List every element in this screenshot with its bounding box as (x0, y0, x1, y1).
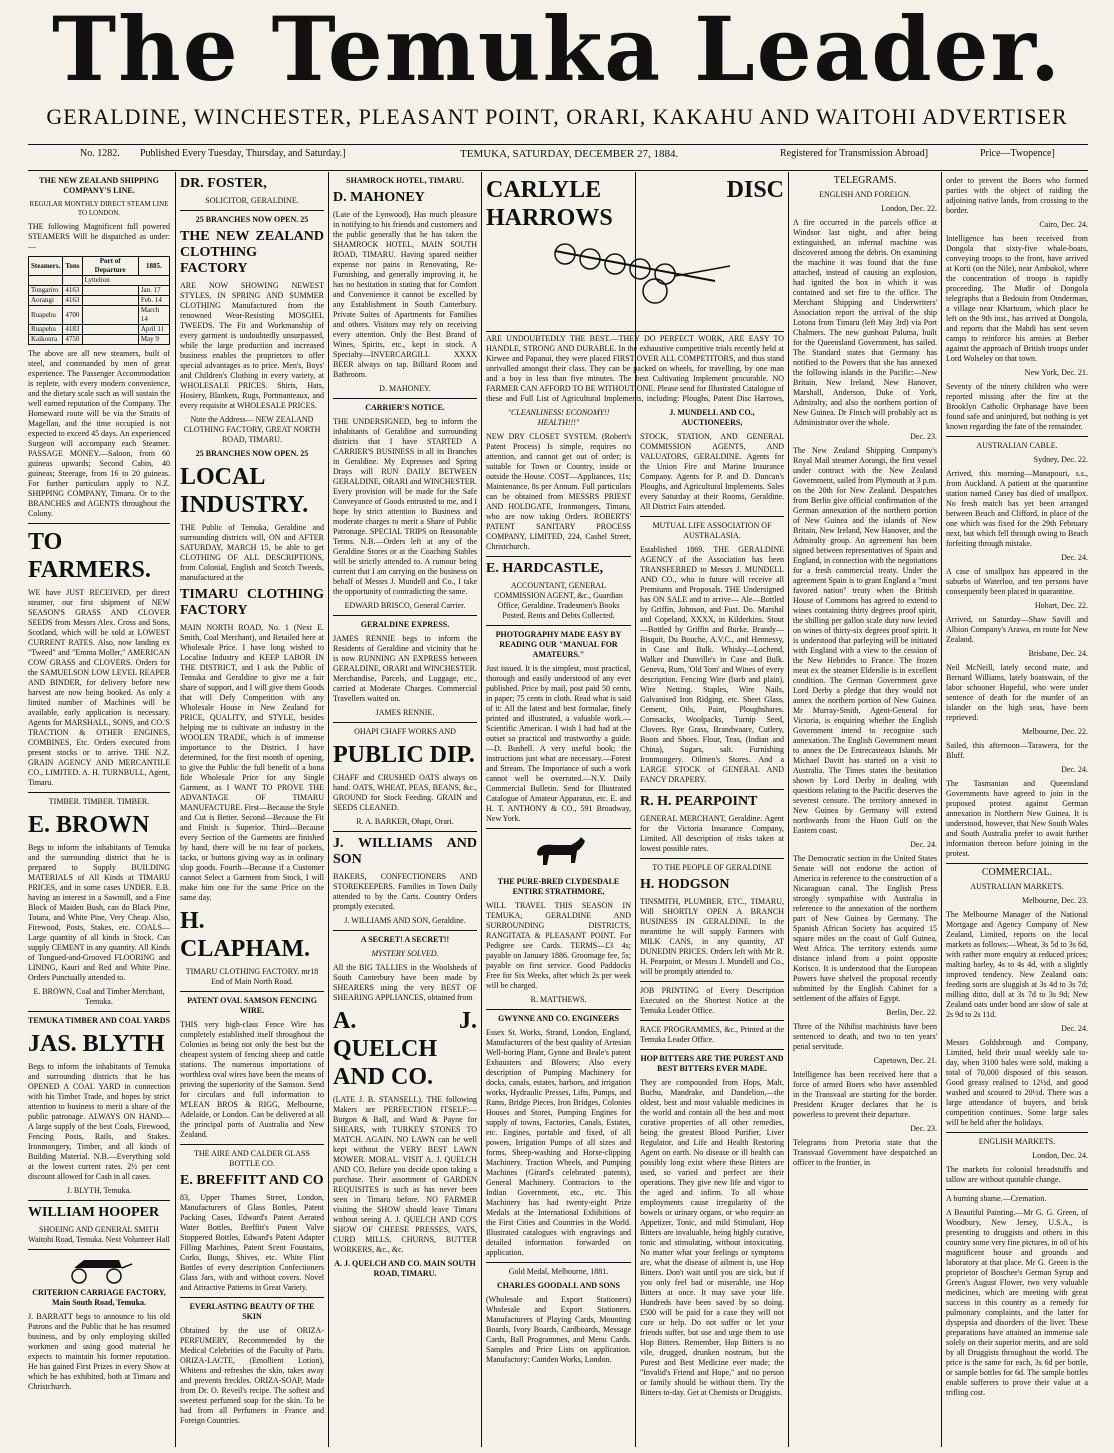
melbourne-markets-body-2: Messrs Goldsbrough and Company, Limited, held their usual weekly sale to-day, when 3100 bales were sold, making a total of 70,000 disposed of this season. Good greasy realised to 12½d, and good washed and scoured to 20½d. There was a large attendance of buyers, and brisk competition continues. Some large sales will be held after the holidays. (946, 1038, 1088, 1127)
hobart-dateline: Hobart, Dec. 22. (1034, 601, 1088, 610)
sydney-dateline: Sydney, Dec. 22. (1033, 455, 1088, 464)
ship-date: April 11 (138, 325, 169, 335)
divider (486, 1009, 631, 1010)
place-date: TEMUKA, SATURDAY, DECEMBER 27, 1884. (460, 148, 679, 160)
hardcastle-body: ACCOUNTANT, GENERAL COMMISSION AGENT, &c., Guardian Office, Geraldine. Tradesmen's Books Posted. Rents and Debts Collected. (494, 581, 623, 620)
divider (640, 516, 784, 517)
clydesdale-heading: THE PURE-BRED CLYDESDALE ENTIRE STRATHMORE, (497, 877, 620, 896)
carriage-illustration-icon (64, 1254, 134, 1284)
beautiful-painting-body: A Beautiful Painting.—Mr G. G. Green, of Woodbury, New Jersey, U.S.A., is presenting to druggists and others in this country some very fine pictures, in oil of his magnificent house and grounds and laboratory at that place. Mr G. Green is the proprietor of Boschee's German Syrup and Green's August Flower, two very valuable medicines, which are meeting with great success in this country as a remedy for pulmonary complaints, and the latter for dyspepsia and disorders of the liver. These preparations have attained an immense sale solely on their superior merits, and are sold by all Druggists throughout the world. The price is the same for each, 3s 6d per bottle, or sample bottles for 6d. The sample bottles enable sufferers to prove their value at a trifling cost. (946, 1208, 1088, 1397)
issue-number: No. 1282. (80, 148, 120, 159)
quelch-heading: A. J. QUELCH AND CO. (333, 1008, 477, 1090)
divider (946, 1132, 1088, 1133)
table-row (29, 286, 170, 296)
divider (640, 858, 784, 859)
table-cell (82, 286, 138, 296)
ship-name: Aorangi (29, 296, 63, 306)
publish-schedule: Published Every Tuesday, Thursday, and Saturday.] (140, 148, 346, 159)
australian-markets-heading: AUSTRALIAN MARKETS. (970, 882, 1064, 891)
divider (180, 1297, 324, 1298)
ship-tons: 4183 (63, 325, 82, 335)
brown-heading: E. BROWN (28, 812, 150, 838)
dateline: Dec. 24. (1061, 553, 1088, 562)
express-heading: GERALDINE EXPRESS. (360, 620, 450, 629)
carrier-body: THE UNDERSIGNED, beg to inform the inhabitants of Geraldine and surrounding districts that I have STARTED A CARRIER'S BUSINESS in all its Branches in Geraldine. My Expresses and Spring Drays will RUN DAILY BETWEEN GERALDINE, ORARI and WINCHESTER. Every provision will be made for the Safe Conveyance of Goods entrusted to me, and I hope by strict attention to Business and moderate charges to merit a Share of Public Patronage. SPECIAL TRIPS on Reasonable Terms. N.B.—Orders left at any of the Geraldine Stores or at the Coaching Stables will be strictly attended to. A rumour being current that I am carrying on the business on behalf of Messrs J. Mundell and Co., I take the opportunity of contradicting the same. (333, 417, 477, 596)
samson-heading: PATENT OVAL SAMSON FENCING WIRE. (187, 996, 317, 1015)
brisbane-dateline: Brisbane, Dec. 24. (1028, 649, 1088, 658)
clydesdale-body: WILL TRAVEL THIS SEASON IN TEMUKA, GERALDINE AND SURROUNDING DISTRICTS, RANGITATA & PLEASANT POINT. For Pedigree see Cards. TERMS—£3 4s; payable on January 1886. Groomage fee, 5s; payable on first service. Good Paddocks Free for Six Weeks, after which 2s per week will be charged. (486, 901, 631, 990)
new-york-dateline: New York, Dec. 21. (1024, 368, 1088, 377)
column-divider (175, 172, 176, 1447)
carriage-body: J. BARRATT begs to announce to his old Patrons and the Public that he has resumed business, and by only employing skilled workmen and using good material he expects to maintain his former reputation. He has gained First Prizes in every Show at which he has exhibited, both at Timaru and Christchurch. (28, 1312, 170, 1391)
table-row (29, 325, 170, 335)
dateline: Dec. 24. (1061, 1024, 1088, 1033)
disc-harrow-illustration-icon (535, 236, 735, 306)
horse-illustration-icon (529, 833, 589, 873)
melbourne-body: Sailed, this afternoon—Tarawera, for the Bluff. (946, 741, 1088, 760)
brefitt-body: 83, Upper Thames Street, London, Manufacturers of Glass Bottles, Patent Packing Cases, Edward's Patent Aerated Water Bottles, Breffitt's Patent Valve Stoppered Bottles, Edward's Patent Adapter Filling Machines, Patent Scent Fountains, Corks, Bungs, Shives, etc. White Flint Bottles of every description Confectioners Glass Jars, with and without covers. Novel and Attractive Patterns in Great Variety. (180, 1193, 324, 1292)
table-row (29, 306, 170, 325)
photography-body: Just issued. It is the simplest, most practical, thorough and easily understood of any ever published. Price by mail, post paid 50 cents, in paper; 75 cents in cloth. Read what is said of it: All the latest and best formulae, finely printed and illustrated, a valuable work.—Scientific American. I wish I had had at the outset so practical and trustworthy a guide.—D. Bushell. A very useful book; the instructions just what are necessary.—Forest and Stream. The Importance of such a work cannot well be overrated.—N.Y. Daily Commercial Bulletin. Send for Illustrated Catalogue of Amateur Apparatus, etc. E. and H. T. ANTHONY & CO., 591 Broadway, New York. (486, 664, 631, 823)
ship-date: Feb. 14 (138, 296, 169, 306)
branches-open-2: 25 BRANCHES NOW OPEN. 25 (195, 449, 309, 458)
divider (640, 981, 784, 982)
sydney-body-2: A case of smallpox has appeared in the suburbs of Waterloo, and ten persons have consequently been placed in quarantine. (946, 567, 1088, 596)
goodall-heading: CHARLES GOODALL AND SONS (497, 1281, 620, 1290)
blyth-signature: J. BLYTH, Temuka. (66, 1186, 132, 1195)
carriage-heading: CRITERION CARRIAGE FACTORY, Main South Road, Temuka. (32, 1288, 166, 1307)
table-row (29, 335, 170, 345)
divider (640, 789, 784, 790)
medal-heading: Gold Medal, Melbourne, 1881. (508, 1267, 609, 1276)
hodgson-heading: H. HODGSON (640, 877, 730, 892)
people-heading: TO THE PEOPLE OF GERALDINE (652, 863, 772, 872)
continued-text: order to prevent the Boers who formed parties with the object of raiding the adjoining native lands, from crossing to the border. (946, 176, 1088, 215)
divider (28, 792, 170, 793)
table-header: Tons (63, 257, 82, 276)
shipping-body: The above are all new steamers, built of steel, and commanded by men of great experience. The Passenger Accommodation is replete, with every modern convenience, and the dietary scale such as will sustain the well earned reputation of the Company. The Homeward route will be via the Straits of Magellan, and the time occupied is not expected to exceed 45 days. An experienced Surgeon will accompany each Steamer. PASSAGE MONEY.—Saloon, from 60 guineas upwards; Second Cabin, 40 guineas; Steerage, from 16 to 20 guineas. For further particulars apply to N.Z. SHIPPING COMPANY, Timaru. Or to the BRANCHES and AGENTS throughout the Colony. (28, 349, 170, 518)
williams-signature: J. WILLIAMS AND SON, Geraldine. (344, 916, 466, 925)
foreign-heading: ENGLISH AND FOREIGN. (819, 190, 911, 199)
english-markets-heading: ENGLISH MARKETS. (978, 1137, 1056, 1146)
secret-body: All the BIG TALLIES in the Woolsheds of South Canterbury have been made by SHEARERS using the very BEST OF SHEARING APPLIANCES, obtained from (333, 963, 477, 1002)
divider (640, 1049, 784, 1050)
cairo-body: Intelligence has been received from Dongola that sixty-five whale-boats, conveying troops to the front, have arrived at Korti (on the Nile), near Ambukol, where the concentration of troops is rapidly proceeding. The Mudir of Dongola telegraphs that a Bedouin from Omderman, a village near Khartoum, which place he left on the 9th inst., has arrived at Dongola, and reports that the Mahdi has sent seven camps to reinforce his armies at Berber against the approach of British troops under Lord Wolseley on that town. (946, 234, 1088, 363)
divider (28, 1249, 170, 1250)
issue-dateline (80, 148, 1055, 168)
newspaper-subtitle: GERALDINE, WINCHESTER, PLEASANT POINT, ORARI, KAKAHU AND WAITOHI ADVERTISER (46, 104, 1068, 129)
gwynne-heading: GWYNNE AND CO. ENGINEERS (498, 1014, 619, 1023)
public-dip-body: CHAFF and CRUSHED OATS always on hand. OATS, WHEAT, PEAS, BEANS, &c., GROUND for Stock Feeding. GRAIN and SEEDS CLEANED. (333, 773, 477, 812)
table-cell (63, 276, 82, 286)
brown-body: Begs to inform the inhabitants of Temuka and the surrounding district that he is prepared to Supply BUILDING MATERIALS of All Kinds at TIMARU PRICES, and in some cases UNDER. E.B. having an interest in a Sawmill, and a Fine Block of Maiden Bush, can do Black Pine, Totara, and White Pine, Very Cheap. Also, Firewood, Posts, Stakes, etc. COALS—Large quantity of all kinds in Stock. Can supply CEMENT in any quantity. All Kinds of Tongued-and-Grooved FLOORING and LINING, Kauri and Red and White Pine. Orders Punctually attended to. (28, 843, 170, 982)
secret-subheading: MYSTERY SOLVED. (371, 949, 439, 958)
hodgson-body: TINSMITH, PLUMBER, ETC., TIMARU, Will SHORTLY OPEN A BRANCH BUSINESS IN GERALDINE. In the meantime he will supply Farmers with MILK CANS, in any quantity, AT DUNEDIN PRICES. Orders left with Mr R. H. Pearpoint, or Messrs J. Mundell and Co., will be promptly attended to. (640, 897, 784, 976)
divider (486, 1262, 631, 1263)
divider (946, 436, 1088, 437)
new-york-body: Seventy of the ninety children who were reported missing after the fire at the Brooklyn Catholic Orphanage have been found safe and uninjured, but nothing is yet known regarding the fate of the remainder. (946, 382, 1088, 431)
table-cell (82, 335, 138, 345)
london-markets-dateline: London, Dec. 24. (1032, 1151, 1088, 1160)
ship-name: Ruapehu (29, 325, 63, 335)
column-6 (793, 176, 937, 1446)
london-dateline: London, Dec. 22. (881, 204, 937, 213)
ship-name: Kaikoura (29, 335, 63, 345)
photography-heading: PHOTOGRAPHY MADE EASY BY READING OUR "MANUAL FOR AMATEURS." (495, 630, 622, 659)
gwynne-body: Essex St. Works, Strand, London, England, Manufacturers of the best quality of Artesian Well-boring Plant, Gynne and Beale's patent Exhausters and Blowers; Also every description of Pumping Machinery for docks, canals, estates, harbors, and irrigation works, Hydraulic Presses, Lifts, Pumps, and Rams, Bridge Pieces, Iron Bridges, Colonies Houses and Stores, Pumping Engines for supply of towns, Factories, Canals, Estates, etc. Engines, portable and fixed, of all powers, Irrigation Pumps of all sizes and forms, Sheep-washing and Horse-clipping Machinery. Traction Wheels, and Pumping Machines (Girard's celebrated patents), General Machinery. Contractors to the Indian Government, etc., etc. This Machinery has had twenty-eight Prize Medals at the International Exhibitions of the First Cities and Countries in the World. Illustrated catalogues with engravings and detailed information forwarded on application. (486, 1028, 631, 1257)
hop-bitters-body: They are compounded from Hops, Malt, Buchu, Mandrake, and Dandelion,—the oldest, best and most valuable medicines in the world and contain all the best and most curative properties of all other remedies, being the greatest Blood Purifier, Liver Regulator, and Life and Health Restoring Agent on earth. No disease or ill health can possibly long exist where these Bitters are used, so varied and perfect are their operations. They give new life and vigor to the aged and infirm. To all whose employments cause irregularity of the bowels or urinary organs, or who require an Appetizer, Tonic, and mild Stimulant, Hop Bitters are invaluable, being highly curative, tonic and stimulating, without intoxicating. No matter what your feelings or symptoms are, what the disease of ailment is, use Hop Bitters. Don't wait until you are sick, but if you only feel bad or miserable, use Hop Bitters at once. It may save your life. Hundreds have been saved by so doing. £500 will be paid for a case they will not cure or help. Do not suffer or let your friends suffer, but use and urge them to use Hop Bitters. Remember, Hop Bitters is no vile, drugged, drunken nostrum, but the Purest and Best Medicine ever made; the "Invalid's Friend and Hope," and no person or family should be without them. Try the Bitters to-day. Get at Chemists or Druggists. (640, 1078, 784, 1397)
divider (28, 1200, 170, 1201)
column-5 (640, 408, 784, 1446)
hardcastle-heading: E. HARDCASTLE, (486, 561, 604, 576)
skin-heading: EVERLASTING BEAUTY OF THE SKIN (189, 1302, 315, 1321)
column-1 (28, 176, 170, 1446)
express-body: JAMES RENNIE begs to inform the Residents of Geraldine and vicinity that he is now RUNNING AN EXPRESS between GERALDINE, ORARI and WINCHESTER. Merchandise, Parcels, and Luggage, etc., carried at Moderate Charges. Commercial Travellers waited on. (333, 634, 477, 703)
ship-date: March 14 (138, 306, 169, 325)
yards-heading: TEMUKA TIMBER AND COAL YARDS (28, 1016, 170, 1025)
williams-heading: J. WILLIAMS AND SON (333, 836, 477, 867)
berlin-dateline: Berlin, Dec. 22. (886, 1008, 937, 1017)
carlyle-rule (486, 331, 784, 332)
closet-heading: "CLEANLINESS! ECONOMY!! HEALTH!!!" (507, 408, 610, 427)
williams-body: BAKERS, CONFECTIONERS AND STOREKEEPERS. Families in Town Daily attended to by the Carts. Country Orders promptly executed. (333, 872, 477, 911)
melbourne-dateline: Melbourne, Dec. 22. (1022, 727, 1088, 736)
mundell-heading: J. MUNDELL AND CO., AUCTIONEERS, (669, 408, 755, 427)
london-markets-body: The markets for colonial breadstuffs and tallow are without quotable change. (946, 1165, 1088, 1184)
brown-signature: E. BROWN, Coal and Timber Merchant, Temuka. (33, 987, 165, 1006)
telegrams-body: A fire occurred in the parcels office at Windsor last night, and after being extinguished, an infernal machine was discovered among the debris. On examining the machine it was found that the fuse attached, instead of causing an explosion, had ignited the box in which it was contained and set fire to the office. The Merchant Shipping and Underwriters' Association report the arrival of the ship Lotona from Timaru (left May 3rd) via Port Chalmers. The new gunboat Paluma, built for the Queensland Government, has sailed. The Standard states that Germany has notified to the Powers that she has annexed the following islands in the Pacific:—New Britain, New Ireland, New Hanover, Marshall, Anderson, Duke of York, Admiralty, and also the northern portion of New Guinea. Dr Finsch will probably act as Administrator over the whole. (793, 218, 937, 427)
column-divider (328, 172, 329, 1447)
telegrams-body-3: The Democratic section in the United States Senate will not endorse the action of America in reference to the construction of a Nicaraguan canal. The English Press strongly sympathise with Australia in reference to the annexation of the northern part of New Guinea by Germany. The Spanish African Society has acquired 15 square miles on the coast of Gulf Guinea, West Africa. The territory extends some distance inland from a point opposite Korisco. It is understood that the European Powers have shelved the proposal recently submitted by the English Cabinet for a settlement of the affairs of Egypt. (793, 854, 937, 1003)
commercial-heading: COMMERCIAL. (981, 867, 1053, 878)
divider (333, 615, 477, 616)
quelch-signature: A. J. QUELCH AND CO. MAIN SOUTH ROAD, TIMARU. (334, 1259, 476, 1278)
hooper-body: SHOEING AND GENERAL SMITH Waitohi Road, Temuka. Next Volunteer Hall (28, 1225, 170, 1244)
divider (180, 991, 324, 992)
australian-cable-heading: AUSTRALIAN CABLE. (976, 441, 1058, 450)
sydney-body: Arrived, this morning—Manapouri, s.s., from Auckland. A patient at the quarantine station named Casey has died of smallpox. No fresh match has yet been arranged between Beach and Clifford, in place of the one which was fixed for the 29th February next, but which fell through owing to Beach forfeiting through mistake. (946, 469, 1088, 548)
carlyle-text (486, 334, 784, 404)
mahony-signature: D. MAHONEY. (379, 384, 431, 393)
column-2 (180, 176, 324, 1446)
nzcf-address: Note the Address— NEW ZEALAND CLOTHING FACTORY, GREAT NORTH ROAD, TIMARU. (183, 415, 321, 444)
burning-shame: A burning shame.—Cremation. (946, 1194, 1047, 1203)
timber-line: TIMBER. TIMBER. TIMBER. (48, 797, 150, 806)
hop-bitters-heading: HOP BITTERS ARE THE PUREST AND BEST BITTERS EVER MADE. (640, 1054, 784, 1073)
tcf-body: MAIN NORTH ROAD, No. 1 (Next E. Smith, Coal Merchant), and Retailed here at Wholesale Price. I have long wished to Localise Industry and KEEP LABOR IN THE DISTRICT, and I ask the Public of Temuka and Geraldine to give me a fair share of support, and I will give them Goods that will Defy Competition with any Wholesale House in New Zealand for PRICE, QUALITY, and STYLE, besides helping me to cultivate an industry in the WOOLEN TRADE, which is of immense importance to the District. I have determined, for the first month of opening, to give the Public the full benefit of a bona fide Wholesale Price for any Single Garment, as I WANT TO PROVE THE ADVANTAGE OF TIMARU MANUFACTURE. First—Because the Style and Cut is Better. Second—Because the Fit and Finish is Superior. Third—Because every Section of the Garments are finished by hand, there will be no fear of pockets, tacks, or buttons giving way as in ordinary slop goods. Fourth—Because if a Customer cannot Select a Garment from Stock, I will make him one for the same Price on the same day. (180, 623, 324, 902)
table-cell (82, 306, 138, 325)
quelch-body: (LATE J. B. STANSELL). THE following Makers are PERFECTION ITSELF:—Burgon & Ball, and Ward & Payne for SHEARS, with TURKEY STONES TO MATCH. AGAIN. NO LAWN can be well kept without the VERY BEST LAWN MOWER. MORAL. VISIT A. J. QUELCH AND CO. Before you decide upon taking a purchase. Their assortment of GARDEN REQUISITES is such as has never been seen in Timaru before. NO FARMER visiting the SHOW should leave Timaru without seeing A. J. QUELCH AND CO'S SHOW OF CHEESE PRESSES, VATS, CURD MILLS, CHURNS, BUTTER WORKERS, &c., &c. (333, 1095, 477, 1254)
closet-body: NEW DRY CLOSET SYSTEM. (Robert's Patent Process) Is simple, requires no attention, and cannot get out of order; is suitable for Town or Country, inside or outside the House. COST—Appliances, 11s; Maintenance, 8s per Annum. Full particulars can be obtained from MESSRS PRIEST AND HOLDGATE, Ironmongers, Timaru, who are now taking Orders. ROBERTS' PATENT SANITARY PROCESS COMPANY, LIMITED, 224, Cashel Street, Christchurch. (486, 432, 631, 551)
shipping-heading: THE NEW ZEALAND SHIPPING COMPANY'S LINE. (39, 176, 159, 195)
carlyle-advert (486, 176, 784, 331)
divider (28, 1011, 170, 1012)
job-printing-body: JOB PRINTING of Every Description Executed on the Shortest Notice at the Temuka Leader Office. (640, 986, 784, 1015)
ship-tons: 4750 (63, 335, 82, 345)
newspaper-title: The Temuka Leader. (52, 0, 1062, 101)
divider (640, 1020, 784, 1021)
table-header: Steamers. (29, 257, 63, 276)
mahony-heading: D. MAHONEY (333, 190, 425, 205)
local-industry-heading: LOCAL INDUSTRY. (180, 464, 309, 518)
table-cell (82, 325, 138, 335)
column-3 (333, 176, 477, 1446)
foster-subheading: SOLICITOR, GERALDINE. (205, 196, 299, 205)
carrier-signature: EDWARD BRISCO, General Carrier. (344, 601, 466, 610)
divider (28, 523, 170, 524)
melbourne-markets-dateline: Melbourne, Dec. 23. (1022, 896, 1088, 905)
public-dip-signature: R. A. BARKER, Ohapi, Orari. (356, 817, 454, 826)
price: Price—Twopence] (980, 148, 1055, 159)
telegrams-heading: TELEGRAMS. (833, 176, 897, 186)
melbourne-markets-body: The Melbourne Manager of the National Mortgage and Agency Company of New Zealand, Limited, reports on the local markets as follows:—Wheat, 3s 5d to 3s 6d, with rather more enquiry at reduced prices; malting barley, 4s to 4s 4d, with a slightly improved tendency. New Zealand oats: feeding sorts are sluggish at 3s 4d to 3s 7d; milling ditto, dull at 3s 7d to 3s 9d; New Zealand oats under bond are slow of sale at 2s 9d to 2s 11d. (946, 910, 1088, 1019)
divider (486, 828, 631, 829)
ship-name: Ruapehu (29, 306, 63, 325)
nzcf-heading: THE NEW ZEALAND CLOTHING FACTORY (180, 229, 324, 276)
shipping-subheading: REGULAR MONTHLY DIRECT STEAM LINE TO LONDON. (29, 200, 169, 217)
samson-body: THIS very high-class Fence Wire has completely established itself throughout the Colonies as being not only the best but the cheapest system of fencing sheep and cattle stations. The numerous importations of worthless oval wires have been the means of proving the superiority of the Samson. Send for circulars and full information to M'LEAN BROS & RIGG, Melbourne, Adelaide, or London. Can be delivered at all the principal ports of Australia and New Zealand. (180, 1020, 324, 1139)
express-signature: JAMES RENNIE. (375, 708, 435, 717)
secret-heading: A SECRET! A SECRET!! (360, 935, 450, 944)
aire-heading: THE AIRE AND CALDER GLASS BOTTLE CO. (193, 1149, 310, 1168)
divider (486, 625, 631, 626)
column-divider (788, 172, 789, 1447)
blyth-heading: JAS. BLYTH (28, 1031, 165, 1057)
hotel-heading: SHAMROCK HOTEL, TIMARU. (346, 176, 464, 185)
divider (486, 556, 631, 557)
branches-open: 25 BRANCHES NOW OPEN. 25 (195, 215, 309, 224)
melbourne-body-2: The Tasmanian and Queensland Governments have agreed to join in the proposed protest against German annexation in Northern New Guinea. It is understood, however, that New South Wales and South Australia prefer to await further information thereon before joining in the protest. (946, 779, 1088, 858)
public-dip-heading: PUBLIC DIP. (333, 742, 475, 768)
mundell-body: STOCK, STATION, AND GENERAL COMMISSION AGENTS, AND VALUATORS, GERALDINE. Agents for the Union Fire and Marine Insurance Company. Agents for P. and D. Duncan's Ploughs, and Agricultural Implements. Sales every Saturday at their Rooms, Geraldine. All District Fairs attended. (640, 432, 784, 511)
ship-date: Jan. 17 (138, 286, 169, 296)
blyth-body: Begs to inform the inhabitants of Temuka and surrounding districts that he has OPENED A COAL YARD in connection with his Timber Trade, and hopes by strict attention to business to merit a share of the public patronage. ALWAYS ON HAND— A large supply of the best Coals, Firewood, Fencing Posts, Rails, and Stakes. Ironmongery, Timber, and all kinds of Building Material. N.B.—Everything sold at the lowest current rates. 2½ per cent discount allowed for Cash in all cases. (28, 1062, 170, 1181)
ship-tons: 4163 (63, 286, 82, 296)
dateline: Dec. 24. (1061, 765, 1088, 774)
capetown-body: Intelligence has been received here that a force of armed Boers who have assembled in the Transvaal are starting for the border. President Kruger declares that he is powerless to prevent their departure. (793, 1070, 937, 1119)
goodall-body: (Wholesale and Export Stationers) Wholesale and Export Stationers. Manufacturers of Playing Cards, Mounting Boards, Ivory Boards, Cardboards, Message Cards, Ball Programmes, and Menu Cards. Samples and Price Lists on application. Manufactory: Camden Works, London. (486, 1295, 631, 1364)
divider (333, 398, 477, 399)
local-industry-body: THE Public of Temuka, Geraldine and surrounding districts will, ON and AFTER SATURDAY, MARCH 15, be able to get CLOTHING OF ALL DESCRIPTIONS, from Colonial, English and Scotch Tweeds, manufactured at the (180, 523, 324, 582)
ship-tons: 4700 (63, 306, 82, 325)
divider (180, 210, 324, 211)
column-7 (946, 176, 1088, 1446)
ship-tons: 4163 (63, 296, 82, 306)
masthead (0, 0, 1114, 101)
dateline: Dec. 23. (910, 1124, 937, 1133)
cairo-dateline: Cairo, Dec. 24. (1039, 220, 1088, 229)
divider (333, 930, 477, 931)
registered-note: Registered for Transmission Abroad] (780, 148, 929, 159)
column-divider (481, 172, 482, 1447)
divider (946, 863, 1088, 864)
mahony-body: (Late of the Lynwood), Has much pleasure in notifying to his friends and customers and the public generally that he has taken the SHAMROCK HOTEL, MAIN SOUTH ROAD, TIMARU. Having spared neither expense nor pains in Renovating, Re-Furnishing, and generally improving it, he has no hesitation in stating that for Comfort and Convenience it cannot be excelled by any Establishment in South Canterbury. Private Suites of Apartments for Families and others. Visitors may rely on receiving every attention. Only the Best Brand of Wines, Spirits, etc., kept in stock. A Specialty—INVERCARGILL XXXX BEER always on tap. Billiard Room and Bathroom. (333, 210, 477, 379)
carlyle-body: ARE UNDOUBTEDLY THE BEST.—THEY DO PERFECT WORK, ARE EASY TO HANDLE, STRONG AND DURABLE. In the exhaustive competitive trials recently held at Kirwee and Papanui, they were placed FIRST OVER ALL COMPETITORS, and thus stand unrivalled amongst their class. They can be packed on wheels, for travelling, by one man and a boy in less than five minutes. The best Cultivating Implement procurable. NO FARMER CAN AFFORD TO BE WITHOUT ONE. Please send for Illustrated Catalogue of these and Full List of Agricultural Implements, including: Ploughs, Patent Disc Harrows, (486, 334, 784, 403)
column-divider (941, 172, 942, 1447)
telegrams-body-2: The New Zealand Shipping Company's Royal Mail steamer Aorangi, the first vessel under contract with the New Zealand Government, sailed from Plymouth at 3 p.m. on the 20th for New Zealand. Despatches from Berlin give official confirmation of the German annexation of the northern portion of New Guinea and the islands of New Britain, New Ireland, New Hanover, and the Admiralty group. An agreement has been signed between representatives of Spain and England, in connection with the negotiations for a fresh commercial treaty. Under the agreement Spain is to grant England a "most favored nation" treaty when the British House of Commons has agreed to extend to wines containing thirty degrees proof spirit, the shilling per gallon scale duty now levied on wines of thirty-six degrees proof spirit. It is understood that parleying will be initiated with England with a view to the cession of the New Hebrides to France. The frozen meat ex the steamer Elderslie is in excellent condition. The German Government gave Lord Derby a pledge that they would not annex the northern portion of New Guinea. Mr Murray-Smith, Agent-General for Victoria, is enquiring whether the English Government intend to recognise such annexation. The English Government meant to annex the De Entrecasteaux Islands. Mr Michael Davitt has started on a visit to Australia. The Times states the hesitation shown by Lord Derby in dealing with questions relating to the Pacific deserves the severest censure. The territory annexed in New Guinea by Germany will extend northwards from the Huon Gulf on the Eastern coast. (793, 446, 937, 835)
shipping-text: THE following Magnificent full powered STEAMERS Will be dispatched as under:— (28, 222, 170, 251)
divider (333, 722, 477, 723)
farmers-heading: TO FARMERS. (28, 529, 151, 583)
top-rule (28, 144, 1088, 145)
berlin-body: Three of the Nihilist machinists have been sentenced to death, and two to ten years' penal servitude. (793, 1022, 937, 1051)
race-programmes: RACE PROGRAMMES, &c., Printed at the Temuka Leader Office. (640, 1025, 784, 1044)
foster-heading: DR. FOSTER, (180, 176, 267, 191)
divider (180, 1144, 324, 1145)
table-header: 1885. (138, 257, 169, 276)
ship-date: May 9 (138, 335, 169, 345)
clydesdale-signature: R. MATTHEWS. (530, 995, 587, 1004)
column-4 (486, 408, 631, 1446)
brefitt-heading: E. BREFFITT AND CO (180, 1173, 324, 1188)
hooper-heading: WILLIAM HOOPER (28, 1205, 160, 1220)
nzcf-body: ARE NOW SHOWING NEWEST STYLES, IN SPRING AND SUMMER CLOTHING Manufactured from the renowned Wear-Resisting MOSGIEL TWEEDS. The Fit and Workmanship of every garment is undoubtedly unsurpassed, while the large production and increased business enables the proprietors to offer special advantages as to price. Men's, Boys' and Children's Clothing in every variety, at WHOLESALE PRICES. Shirts, Hats, Hosiery, Blankets, Rugs, Portmanteaux, and every requisite at WHOLESALE PRICES. (180, 281, 324, 410)
capetown-body-2: Telegrams from Pretoria state that the Transvaal Government have despatched an officer to the frontier, in (793, 1138, 937, 1167)
brisbane-body: Neil McNeill, lately second mate, and Bernard Williams, lately boatswain, of the labor schooner Hopeful, who were under sentence of death for the murder of an islander on the high seas, have been reprieved. (946, 663, 1088, 722)
capetown-dateline: Capetown, Dec. 21. (873, 1056, 937, 1065)
carrier-heading: CARRIER'S NOTICE. (365, 403, 445, 412)
table-row (29, 296, 170, 306)
table-cell (82, 296, 138, 306)
skin-body: Obtained by the use of ORIZA-PERFUMERY, Recommended by the Medical Celebrities of the Faculty of Paris. ORIZA-LACTE, (Emollient Lotion), Whitens and refreshes the skin, takes away and prevents freckles. ORIZA-SOAP, Made from Dr. O. Reveil's recipe. The softest and sweetest perfumed soap for the skin. To be had from all Perfumers in France and Foreign Countries. (180, 1326, 324, 1425)
dateline: Dec. 24. (910, 840, 937, 849)
mutual-heading: MUTUAL LIFE ASSOCIATION OF AUSTRALASIA. (652, 521, 772, 540)
ohapi-heading: OHAPI CHAFF WORKS AND (354, 727, 456, 736)
dateline: Dec. 23. (910, 432, 937, 441)
tcf-heading: TIMARU CLOTHING FACTORY (180, 587, 324, 618)
mutual-body: Established 1869. THE GERALDINE AGENCY of the Association has been TRANSFERRED to Messrs J. MUNDELL AND CO., who in future will receive all Premiums and Proposals. THE Undersigned has ON SALE and to arrive— Ale—Bottled by Griffin, Johnson, and Fust. Do. Marshal and Copeland, XXXX, in Kilderkins. Stout—Bottled by Griffin and Burke. Brandy—Bisquit, Du Bouche, A.V.C., and Hennessy, in Case and Bulk. Whisky—Lochend, Walker and Dunville's in Case and Bulk. Geneva, Rum, 'Old Tom' and Wines of every description. Fencing Wire (barb and plain), Wire Netting. Staples, Wire Nails, Galvanised Iron Ridging, etc. Sheet Glass, Cement, Oils, Paint, Ploughshares. Cornsacks, Woolpacks, Turnip Seed, Clovers. Rye Grass, Brandwaare, Cutlery, Boots and Shoes. Flour, Teas, (Indian and China), Sugars, salt. Furnishing Ironmongery. Oilmen's Stores. And a LARGE STOCK of GENERAL AND FANCY DRAPERY. (640, 545, 784, 784)
sailing-schedule-table (28, 256, 170, 345)
farmers-body: WE have JUST RECEIVED, per direct steamer, our first shipment of NEW SEASON'S GRASS AND CLOVER SEEDS from Messrs Alex. Cross and Sons, Scotland, which will be sold at LOWEST CURRENT RATES. Also, now landing ex "Tweed" and "Emma Moller," AMERICAN COW GRASS and CLOVERS. Orders for the SAMUELSON LOW LEVEL REAPER AND BINDER, for delivery before new harvest are now being booked. As only a limited number of Machines will be available, early application is necessary. Agents for MARSHALL, SONS, and CO.'S TRACTION & OTHER ENGINES, COMBINES, Etc. Orders executed from present stocks or to arrive. THE N.Z. GRAIN AGENCY AND MERCANTILE CO., LIMITED. A. H. TURNBULL, Agent, Timaru. (28, 588, 170, 787)
pearpoint-body: GENERAL MERCHANT, Geraldine. Agent for the Victoria Insurance Company, Limited. All description of risks taken at lowest possible rates. (640, 814, 784, 853)
table-header: Port of Departure (82, 257, 138, 276)
divider (333, 831, 477, 832)
divider (946, 1189, 1088, 1190)
table-cell (29, 276, 63, 286)
table-port: Lyttelton (82, 276, 169, 286)
clapham-subheading: TIMARU CLOTHING FACTORY. mr18 End of Main North Road. (185, 967, 319, 986)
carlyle-heading: CARLYLE DISC HARROWS (486, 177, 784, 231)
clapham-heading: H. CLAPHAM. (180, 908, 310, 962)
ship-name: Tongariro (29, 286, 63, 296)
pearpoint-heading: R. H. PEARPOINT (640, 794, 758, 809)
header-rule (28, 170, 1088, 171)
hobart-body: Arrived, on Saturday—Shaw Savill and Albion Company's Arawa, en route for New Zealand. (946, 615, 1088, 644)
